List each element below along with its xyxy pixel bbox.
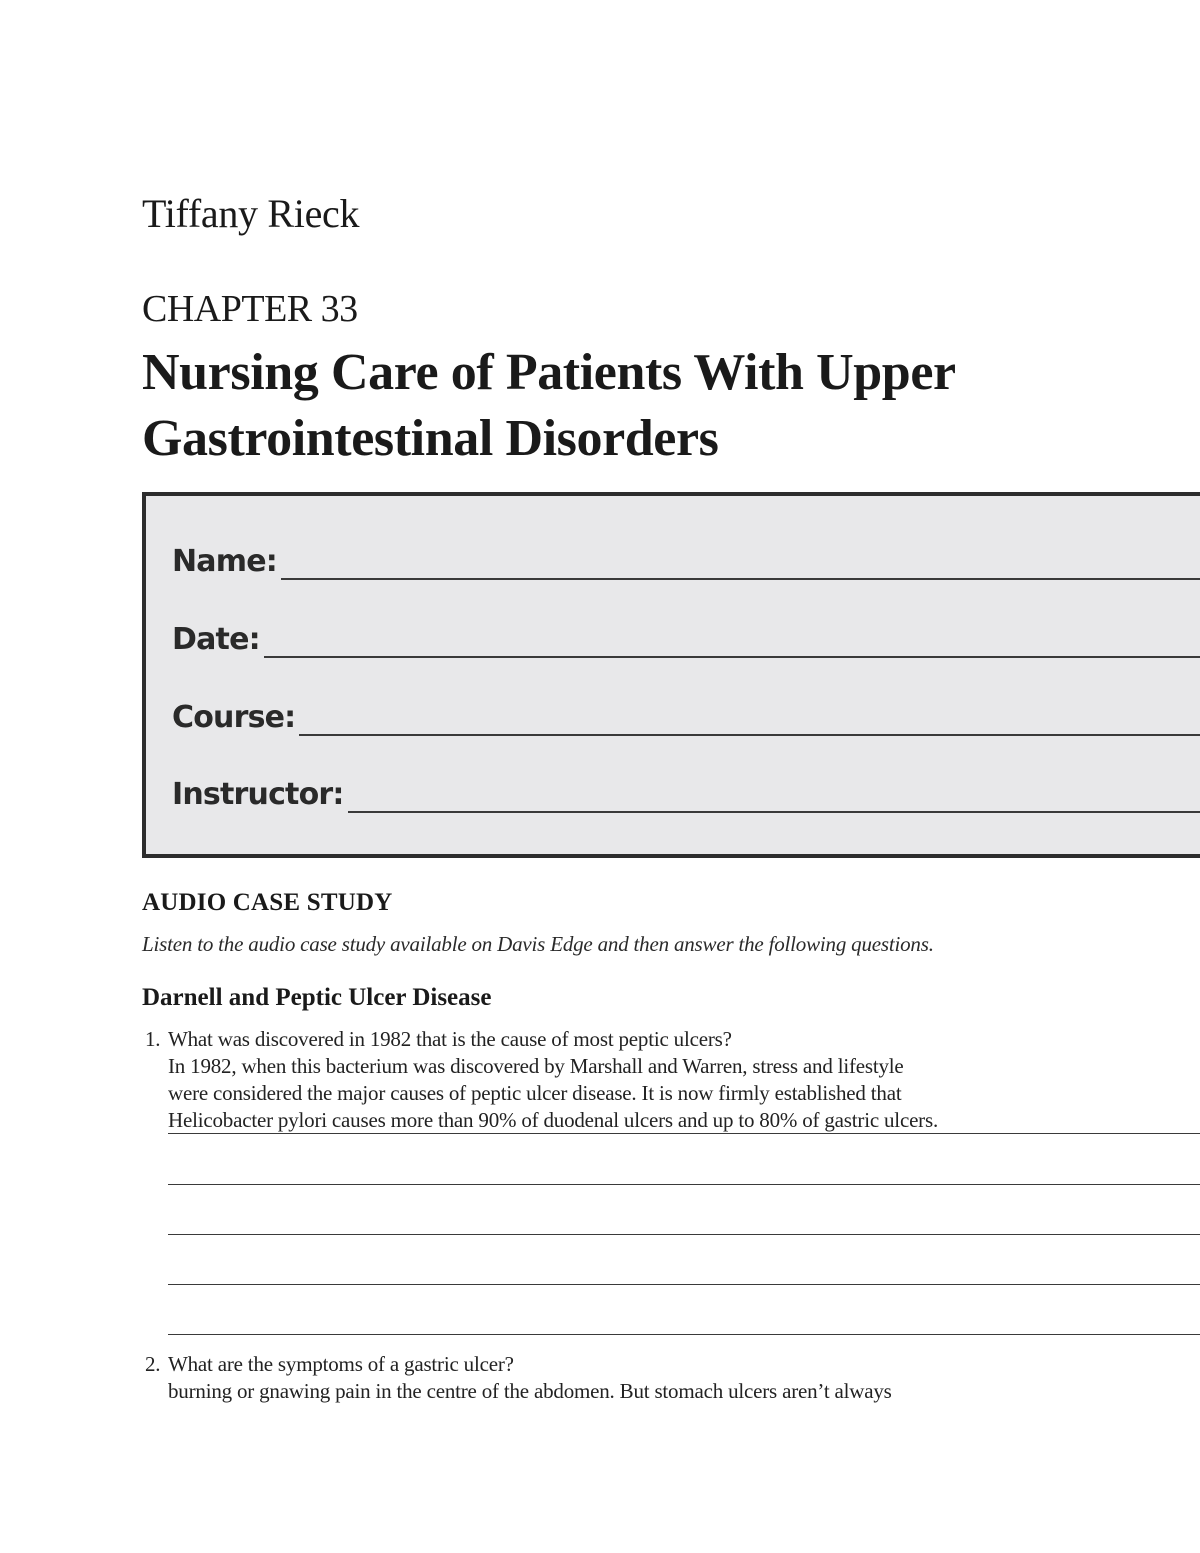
question-text: What are the symptoms of a gastric ulcer? — [168, 1352, 514, 1376]
date-label: Date: — [172, 622, 260, 657]
answer-rule[interactable] — [168, 1133, 1200, 1134]
answer-rule[interactable] — [168, 1184, 1200, 1185]
course-label: Course: — [172, 700, 296, 735]
course-row — [172, 694, 1200, 738]
course-field-line[interactable] — [299, 734, 1200, 736]
name-row — [172, 538, 1200, 582]
answer-rule[interactable] — [168, 1284, 1200, 1285]
answer-rule[interactable] — [168, 1234, 1200, 1235]
student-name: Tiffany Rieck — [142, 191, 360, 236]
case-title: Darnell and Peptic Ulcer Disease — [142, 984, 492, 1011]
question-text: What was discovered in 1982 that is the cause of most peptic ulcers? — [168, 1027, 732, 1051]
instructor-row — [172, 771, 1200, 815]
question-number: 2. — [145, 1352, 161, 1376]
student-info-box — [142, 492, 1200, 858]
instructor-field-line[interactable] — [348, 811, 1200, 813]
instructions: Listen to the audio case study available on Davis Edge and then answer the following questions. — [142, 932, 934, 956]
date-field-line[interactable] — [264, 656, 1200, 658]
chapter-title-line-2: Gastrointestinal Disorders — [142, 410, 719, 467]
section-heading: AUDIO CASE STUDY — [142, 889, 393, 916]
answer-line: were considered the major causes of peptic ulcer disease. It is now firmly established that — [168, 1081, 902, 1105]
answer-line: Helicobacter pylori causes more than 90% of duodenal ulcers and up to 80% of gastric ulcers. — [168, 1108, 939, 1132]
instructor-label: Instructor: — [172, 777, 344, 812]
chapter-title — [142, 340, 1182, 472]
answer-line: In 1982, when this bacterium was discovered by Marshall and Warren, stress and lifestyle — [168, 1054, 904, 1078]
name-label: Name: — [172, 544, 277, 579]
chapter-title-line-1: Nursing Care of Patients With Upper — [142, 344, 956, 401]
date-row — [172, 616, 1200, 660]
question-number: 1. — [145, 1027, 161, 1051]
answer-line: burning or gnawing pain in the centre of the abdomen. But stomach ulcers aren’t always — [168, 1379, 892, 1403]
name-field-line[interactable] — [281, 578, 1200, 580]
chapter-label: CHAPTER 33 — [142, 288, 358, 330]
answer-rule[interactable] — [168, 1334, 1200, 1335]
